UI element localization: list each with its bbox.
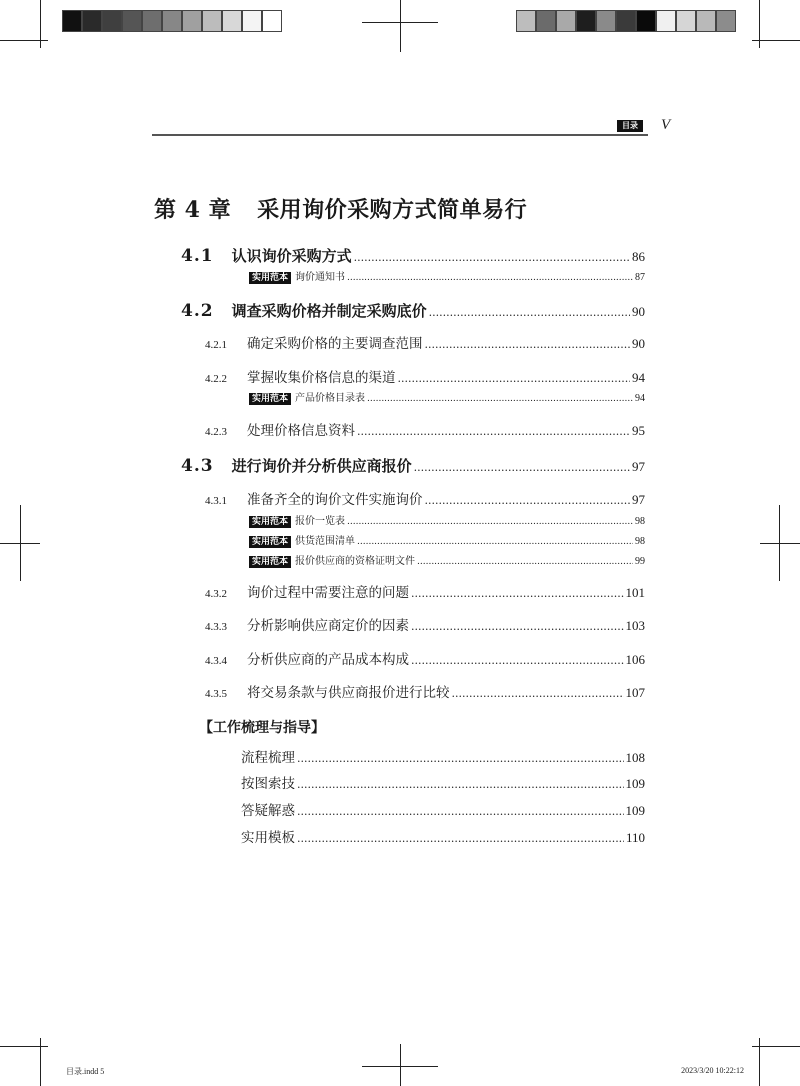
color-swatch bbox=[536, 10, 556, 32]
header-rule bbox=[152, 134, 648, 136]
page-number: 110 bbox=[625, 830, 645, 845]
page-number: 95 bbox=[632, 423, 645, 438]
subsection-title: 将交易条款与供应商报价进行比较 bbox=[247, 685, 450, 701]
color-swatch bbox=[596, 10, 616, 32]
subsection-number: 4.3.5 bbox=[205, 688, 227, 700]
registration-mark bbox=[400, 0, 401, 52]
toc-guide-item[interactable] bbox=[241, 799, 645, 819]
page-number: 94 bbox=[635, 393, 645, 404]
toc-subsection-4-2-3[interactable] bbox=[205, 419, 645, 439]
dot-leader bbox=[297, 752, 624, 765]
toc-subsection-4-3-3[interactable] bbox=[205, 614, 645, 634]
registration-mark bbox=[362, 22, 438, 23]
dot-leader bbox=[414, 461, 630, 474]
example-badge: 实用范本 bbox=[249, 516, 291, 528]
crop-mark bbox=[752, 1046, 800, 1047]
color-swatch bbox=[716, 10, 736, 32]
dot-leader bbox=[354, 251, 630, 264]
toc-section-4-3[interactable] bbox=[181, 455, 645, 476]
section-title: 进行询价并分析供应商报价 bbox=[231, 457, 412, 475]
subsection-number: 4.3.3 bbox=[205, 621, 227, 633]
color-swatch bbox=[122, 10, 142, 32]
dot-leader bbox=[297, 778, 624, 791]
color-swatch bbox=[262, 10, 282, 32]
toc-example[interactable] bbox=[249, 552, 645, 568]
subsection-number: 4.3.2 bbox=[205, 588, 227, 600]
subsection-number: 4.3.4 bbox=[205, 655, 227, 667]
toc-guide-item[interactable] bbox=[241, 746, 645, 766]
left-color-strip bbox=[62, 10, 282, 32]
page-number: 98 bbox=[635, 516, 645, 527]
guide-item-title: 实用模板 bbox=[241, 830, 295, 846]
guide-item-title: 答疑解惑 bbox=[241, 803, 295, 819]
example-title: 报价供应商的资格证明文件 bbox=[295, 556, 416, 567]
page-number: 106 bbox=[625, 652, 645, 667]
toc-subsection-4-2-1[interactable] bbox=[205, 332, 645, 352]
toc-section-4-2[interactable] bbox=[181, 300, 645, 321]
color-swatch bbox=[656, 10, 676, 32]
color-swatch bbox=[102, 10, 122, 32]
example-title: 供货范围清单 bbox=[295, 536, 356, 547]
color-swatch bbox=[222, 10, 242, 32]
page-number: 101 bbox=[625, 585, 645, 600]
dot-leader bbox=[357, 425, 630, 438]
color-swatch bbox=[162, 10, 182, 32]
guide-heading: 【工作梳理与指导】 bbox=[199, 720, 325, 736]
color-swatch bbox=[616, 10, 636, 32]
example-title: 报价一览表 bbox=[295, 516, 346, 527]
subsection-title: 询价过程中需要注意的问题 bbox=[247, 585, 409, 601]
dot-leader bbox=[398, 372, 631, 385]
section-number: 4.1 bbox=[181, 246, 214, 266]
toc-example[interactable] bbox=[249, 389, 645, 405]
color-swatch bbox=[62, 10, 82, 32]
color-swatch bbox=[142, 10, 162, 32]
page-number: 99 bbox=[635, 556, 645, 567]
dot-leader bbox=[452, 687, 624, 700]
guide-item-title: 按图索技 bbox=[241, 776, 295, 792]
page-number: 107 bbox=[625, 685, 645, 700]
dot-leader bbox=[411, 620, 624, 633]
footer-file-info: 目录.indd 5 bbox=[66, 1067, 105, 1076]
dot-leader bbox=[297, 832, 624, 845]
chapter-title bbox=[154, 193, 527, 224]
dot-leader bbox=[417, 557, 633, 567]
page-number: 97 bbox=[632, 459, 645, 474]
example-badge: 实用范本 bbox=[249, 393, 291, 405]
subsection-number: 4.2.2 bbox=[205, 373, 227, 385]
dot-leader bbox=[425, 494, 631, 507]
toc-subsection-4-3-4[interactable] bbox=[205, 648, 645, 668]
toc-guide-item[interactable] bbox=[241, 772, 645, 792]
chapter-title-text: 采用询价采购方式简单易行 bbox=[257, 197, 528, 223]
example-badge: 实用范本 bbox=[249, 536, 291, 548]
subsection-title: 确定采购价格的主要调查范围 bbox=[247, 336, 423, 352]
subsection-title: 准备齐全的询价文件实施询价 bbox=[247, 492, 423, 508]
section-number: 4.2 bbox=[181, 301, 214, 321]
page-number: 90 bbox=[632, 336, 645, 351]
color-swatch bbox=[556, 10, 576, 32]
registration-mark bbox=[0, 543, 40, 544]
subsection-number: 4.2.3 bbox=[205, 426, 227, 438]
dot-leader bbox=[425, 338, 631, 351]
dot-leader bbox=[429, 306, 630, 319]
dot-leader bbox=[411, 654, 624, 667]
color-swatch bbox=[636, 10, 656, 32]
crop-mark bbox=[752, 40, 800, 41]
toc-example[interactable] bbox=[249, 268, 645, 284]
toc-guide-item[interactable] bbox=[241, 826, 645, 846]
toc-subsection-4-2-2[interactable] bbox=[205, 366, 645, 386]
example-badge: 实用范本 bbox=[249, 272, 291, 284]
page-number: 87 bbox=[635, 272, 645, 283]
page-number: 86 bbox=[632, 249, 645, 264]
page-number: 97 bbox=[632, 492, 645, 507]
right-color-strip bbox=[516, 10, 736, 32]
color-swatch bbox=[182, 10, 202, 32]
chapter-number: 第 4 章 bbox=[154, 197, 232, 223]
color-swatch bbox=[676, 10, 696, 32]
dot-leader bbox=[367, 394, 633, 404]
subsection-title: 处理价格信息资料 bbox=[247, 423, 355, 439]
page-number: 103 bbox=[625, 618, 645, 633]
dot-leader bbox=[357, 537, 633, 547]
page-number: 109 bbox=[625, 776, 645, 791]
header-badge: 目录 bbox=[617, 120, 643, 132]
subsection-title: 掌握收集价格信息的渠道 bbox=[247, 370, 396, 386]
crop-mark bbox=[0, 1046, 48, 1047]
dot-leader bbox=[347, 273, 633, 283]
registration-mark bbox=[362, 1066, 438, 1067]
color-swatch bbox=[696, 10, 716, 32]
crop-mark bbox=[0, 40, 48, 41]
section-number: 4.3 bbox=[181, 456, 214, 476]
section-title: 认识询价采购方式 bbox=[231, 247, 352, 265]
page-number: 98 bbox=[635, 536, 645, 547]
toc-example[interactable] bbox=[249, 512, 645, 528]
subsection-number: 4.3.1 bbox=[205, 495, 227, 507]
page-number: 108 bbox=[625, 750, 645, 765]
toc-subsection-4-3-2[interactable] bbox=[205, 581, 645, 601]
color-swatch bbox=[242, 10, 262, 32]
section-title: 调查采购价格并制定采购底价 bbox=[231, 302, 427, 320]
registration-mark bbox=[760, 543, 800, 544]
color-swatch bbox=[576, 10, 596, 32]
color-swatch bbox=[202, 10, 222, 32]
toc-subsection-4-3-5[interactable] bbox=[205, 681, 645, 701]
subsection-number: 4.2.1 bbox=[205, 339, 227, 351]
subsection-title: 分析影响供应商定价的因素 bbox=[247, 618, 409, 634]
toc-subsection-4-3-1[interactable] bbox=[205, 488, 645, 508]
example-badge: 实用范本 bbox=[249, 556, 291, 568]
footer-timestamp: 2023/3/20 10:22:12 bbox=[681, 1066, 744, 1075]
guide-item-title: 流程梳理 bbox=[241, 750, 295, 766]
page-number: 109 bbox=[625, 803, 645, 818]
example-title: 产品价格目录表 bbox=[295, 393, 366, 404]
toc-section-4-1[interactable] bbox=[181, 245, 645, 266]
color-swatch bbox=[82, 10, 102, 32]
page-number: 90 bbox=[632, 304, 645, 319]
header-page-number: V bbox=[661, 117, 671, 133]
dot-leader bbox=[411, 587, 624, 600]
example-title: 询价通知书 bbox=[295, 272, 346, 283]
registration-mark bbox=[400, 1044, 401, 1086]
color-swatch bbox=[516, 10, 536, 32]
toc-example[interactable] bbox=[249, 532, 645, 548]
dot-leader bbox=[347, 517, 633, 527]
page-number: 94 bbox=[632, 370, 645, 385]
dot-leader bbox=[297, 805, 624, 818]
subsection-title: 分析供应商的产品成本构成 bbox=[247, 652, 409, 668]
